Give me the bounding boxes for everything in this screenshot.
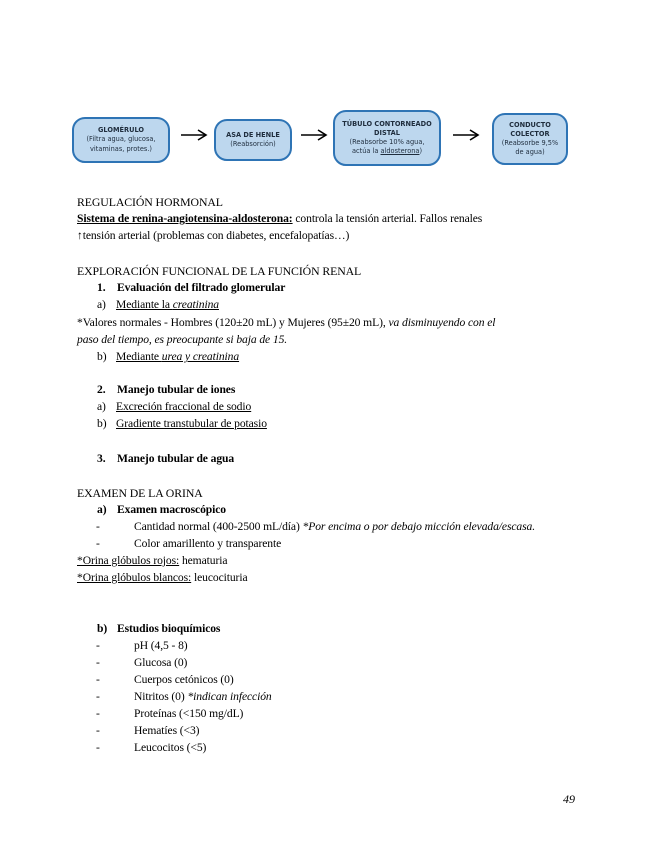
bullet-text: Glucosa (0): [134, 656, 188, 669]
box-title-line2: COLECTOR: [510, 129, 550, 138]
aldosterona-text: aldosterona: [380, 147, 420, 156]
item-text-italic: urea y creatinina: [161, 350, 240, 363]
item-number: 1.: [97, 281, 106, 294]
note-line-1: [77, 315, 495, 331]
box-desc-line: de agua): [515, 148, 545, 157]
item-text-italic: creatinina: [172, 298, 219, 311]
box-title: CONDUCTO: [509, 120, 551, 129]
bullet-item: [96, 519, 535, 535]
item-title: Examen macroscópico: [117, 503, 226, 516]
item-text: [116, 298, 219, 311]
bullet-dash: -: [96, 724, 100, 737]
raas-label: Sistema de renina-angiotensina-aldosterona:: [77, 212, 293, 225]
box-title: GLOMÉRULO: [97, 126, 145, 135]
item-title: Manejo tubular de agua: [117, 452, 235, 465]
bullet-text-italic: *Por encima o por debajo micción elevada/escasa.: [302, 520, 536, 533]
box-desc-text: actúa la: [351, 147, 381, 156]
bullet-text: Nitritos (0): [134, 690, 188, 703]
bullet-item: [96, 536, 281, 552]
box-desc-line: vitaminas, protes.): [90, 144, 152, 153]
note-value: leucocituria: [191, 571, 248, 584]
item-text: [116, 350, 239, 363]
conducto-colector-box: [492, 113, 568, 165]
bullet-dash: -: [96, 707, 100, 720]
bullet-dash: -: [96, 639, 100, 652]
box-title: TÚBULO CONTORNEADO: [342, 119, 432, 128]
box-desc-line: (Reabsorbe 10% agua,: [349, 138, 425, 146]
item-label: a): [97, 298, 106, 311]
item-number: 2.: [97, 383, 106, 396]
bullet-text: pH (4,5 - 8): [134, 639, 188, 652]
list-item-1b: [97, 349, 239, 365]
item-label: b): [97, 622, 108, 635]
item-label: a): [97, 503, 107, 516]
box-desc-line: (Filtra agua, glucosa,: [86, 135, 156, 144]
item-text: Excreción fraccional de sodio: [116, 400, 252, 413]
item-text-plain: Mediante la: [116, 298, 173, 311]
bullet-text: Proteínas (<150 mg/dL): [134, 707, 244, 720]
bullet-dash: -: [96, 537, 100, 550]
box-title: ASA DE HENLE: [226, 130, 280, 139]
box-title-line2: DISTAL: [374, 128, 400, 137]
note-plain: *Valores normales - Hombres (120±20 mL) y Mujeres (95±20 mL),: [77, 316, 389, 329]
raas-line: [77, 211, 482, 227]
list-item-1a: [97, 297, 219, 313]
asa-de-henle-box: [214, 119, 292, 161]
tubulo-contorneado-distal-box: [333, 110, 441, 166]
bullet-text: Cantidad normal (400-2500 mL/día): [134, 520, 303, 533]
section-heading-regulacion: REGULACIÓN HORMONAL: [77, 195, 223, 209]
section-heading-exploracion: EXPLORACIÓN FUNCIONAL DE LA FUNCIÓN RENAL: [77, 264, 362, 278]
section-heading-orina: EXAMEN DE LA ORINA: [77, 486, 203, 500]
raas-text: controla la tensión arterial. Fallos renales: [292, 212, 483, 225]
arrow-right-icon: [300, 128, 328, 142]
note-orina-rojos: [77, 553, 227, 569]
item-title: Manejo tubular de iones: [117, 383, 236, 396]
item-label: b): [97, 417, 107, 430]
list-item-3: [97, 451, 234, 467]
bullet-text-italic: *indican infección: [187, 690, 272, 703]
item-title: Evaluación del filtrado glomerular: [117, 281, 286, 294]
list-item-1: [97, 280, 285, 296]
note-orina-blancos: [77, 570, 248, 586]
note-label: *Orina glóbulos rojos:: [77, 554, 180, 567]
bullet-item: [96, 740, 206, 756]
bullet-text: Leucocitos (<5): [134, 741, 207, 754]
bullet-item: [96, 638, 188, 654]
item-label: a): [97, 400, 106, 413]
subsection-bioquimicos: [97, 621, 220, 637]
glomerulo-box: [72, 117, 170, 163]
list-item-2a: [97, 399, 251, 415]
note-label: *Orina glóbulos blancos:: [77, 571, 192, 584]
item-number: 3.: [97, 452, 106, 465]
nephron-flow-diagram: [0, 110, 655, 170]
box-desc-line: (Reabsorción): [230, 140, 276, 148]
bullet-dash: -: [96, 690, 100, 703]
bullet-text: Color amarillento y transparente: [134, 537, 282, 550]
bullet-text: Cuerpos cetónicos (0): [134, 673, 234, 686]
bullet-dash: -: [96, 741, 100, 754]
bullet-item: [96, 706, 243, 722]
page-number: 49: [563, 792, 575, 806]
bullet-item: [96, 723, 199, 739]
raas-line-2: ↑tensión arterial (problemas con diabetes, encefalopatías…): [77, 229, 350, 242]
item-text-plain: Mediante: [116, 350, 162, 363]
box-desc-line: (Reabsorbe 9,5%: [501, 139, 559, 147]
list-item-2b: [97, 416, 267, 432]
bullet-item: [96, 689, 272, 705]
box-desc-line: [352, 147, 422, 156]
note-value: hematuria: [179, 554, 228, 567]
arrow-right-icon: [452, 128, 480, 142]
item-label: b): [97, 350, 107, 363]
item-title: Estudios bioquímicos: [117, 622, 221, 635]
box-desc-text: ): [419, 147, 423, 156]
subsection-macroscopico: [97, 502, 226, 518]
bullet-dash: -: [96, 673, 100, 686]
arrow-right-icon: [180, 128, 208, 142]
bullet-item: [96, 655, 187, 671]
note-italic: va disminuyendo con el: [388, 316, 496, 329]
bullet-item: [96, 672, 234, 688]
bullet-text: Hematíes (<3): [134, 724, 200, 737]
item-text: Gradiente transtubular de potasio: [116, 417, 267, 430]
bullet-dash: -: [96, 520, 100, 533]
note-line-2: paso del tiempo, es preocupante si baja de 15.: [77, 333, 288, 346]
list-item-2: [97, 382, 235, 398]
bullet-dash: -: [96, 656, 100, 669]
